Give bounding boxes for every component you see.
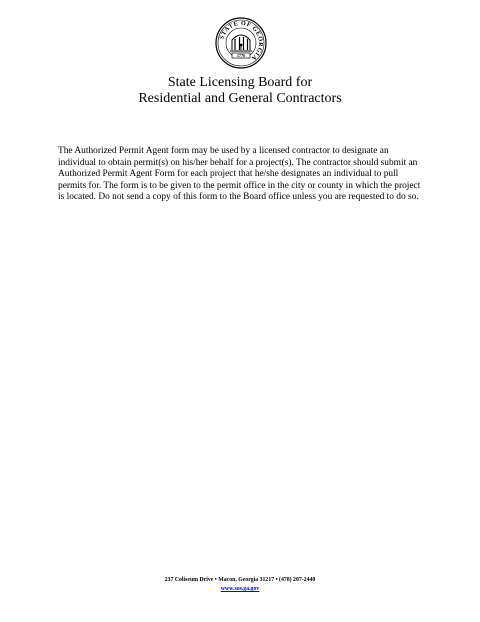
state-seal-icon [215, 17, 267, 69]
header-title-line1: State Licensing Board for [167, 75, 313, 90]
instruction-paragraph: The Authorized Permit Agent form may be used by a licensed contractor to designate an individual to obtain permit(s) on his/her behalf for a project(s). The contractor should submit an Authorized Permit Agent Form for each project that he/she designates an individual to pull permits for. The form is to be given to the permit office in the city or county in which the project is located. Do not send a copy of this form to the Board office unless you are requested to do so. [58, 146, 421, 203]
header-title-line2: Residential and General Contractors [138, 91, 342, 106]
seal-year: 1776 [236, 53, 246, 58]
footer [0, 576, 480, 594]
footer-website-link[interactable]: www.sos.ga.gov [220, 586, 260, 592]
page-header [0, 75, 480, 107]
footer-address: 237 Coliseum Drive • Macon, Georgia 31217 • (478) 207-2440 [164, 577, 316, 583]
seal-ring-text: STATE OF GEORGIA [218, 19, 265, 62]
